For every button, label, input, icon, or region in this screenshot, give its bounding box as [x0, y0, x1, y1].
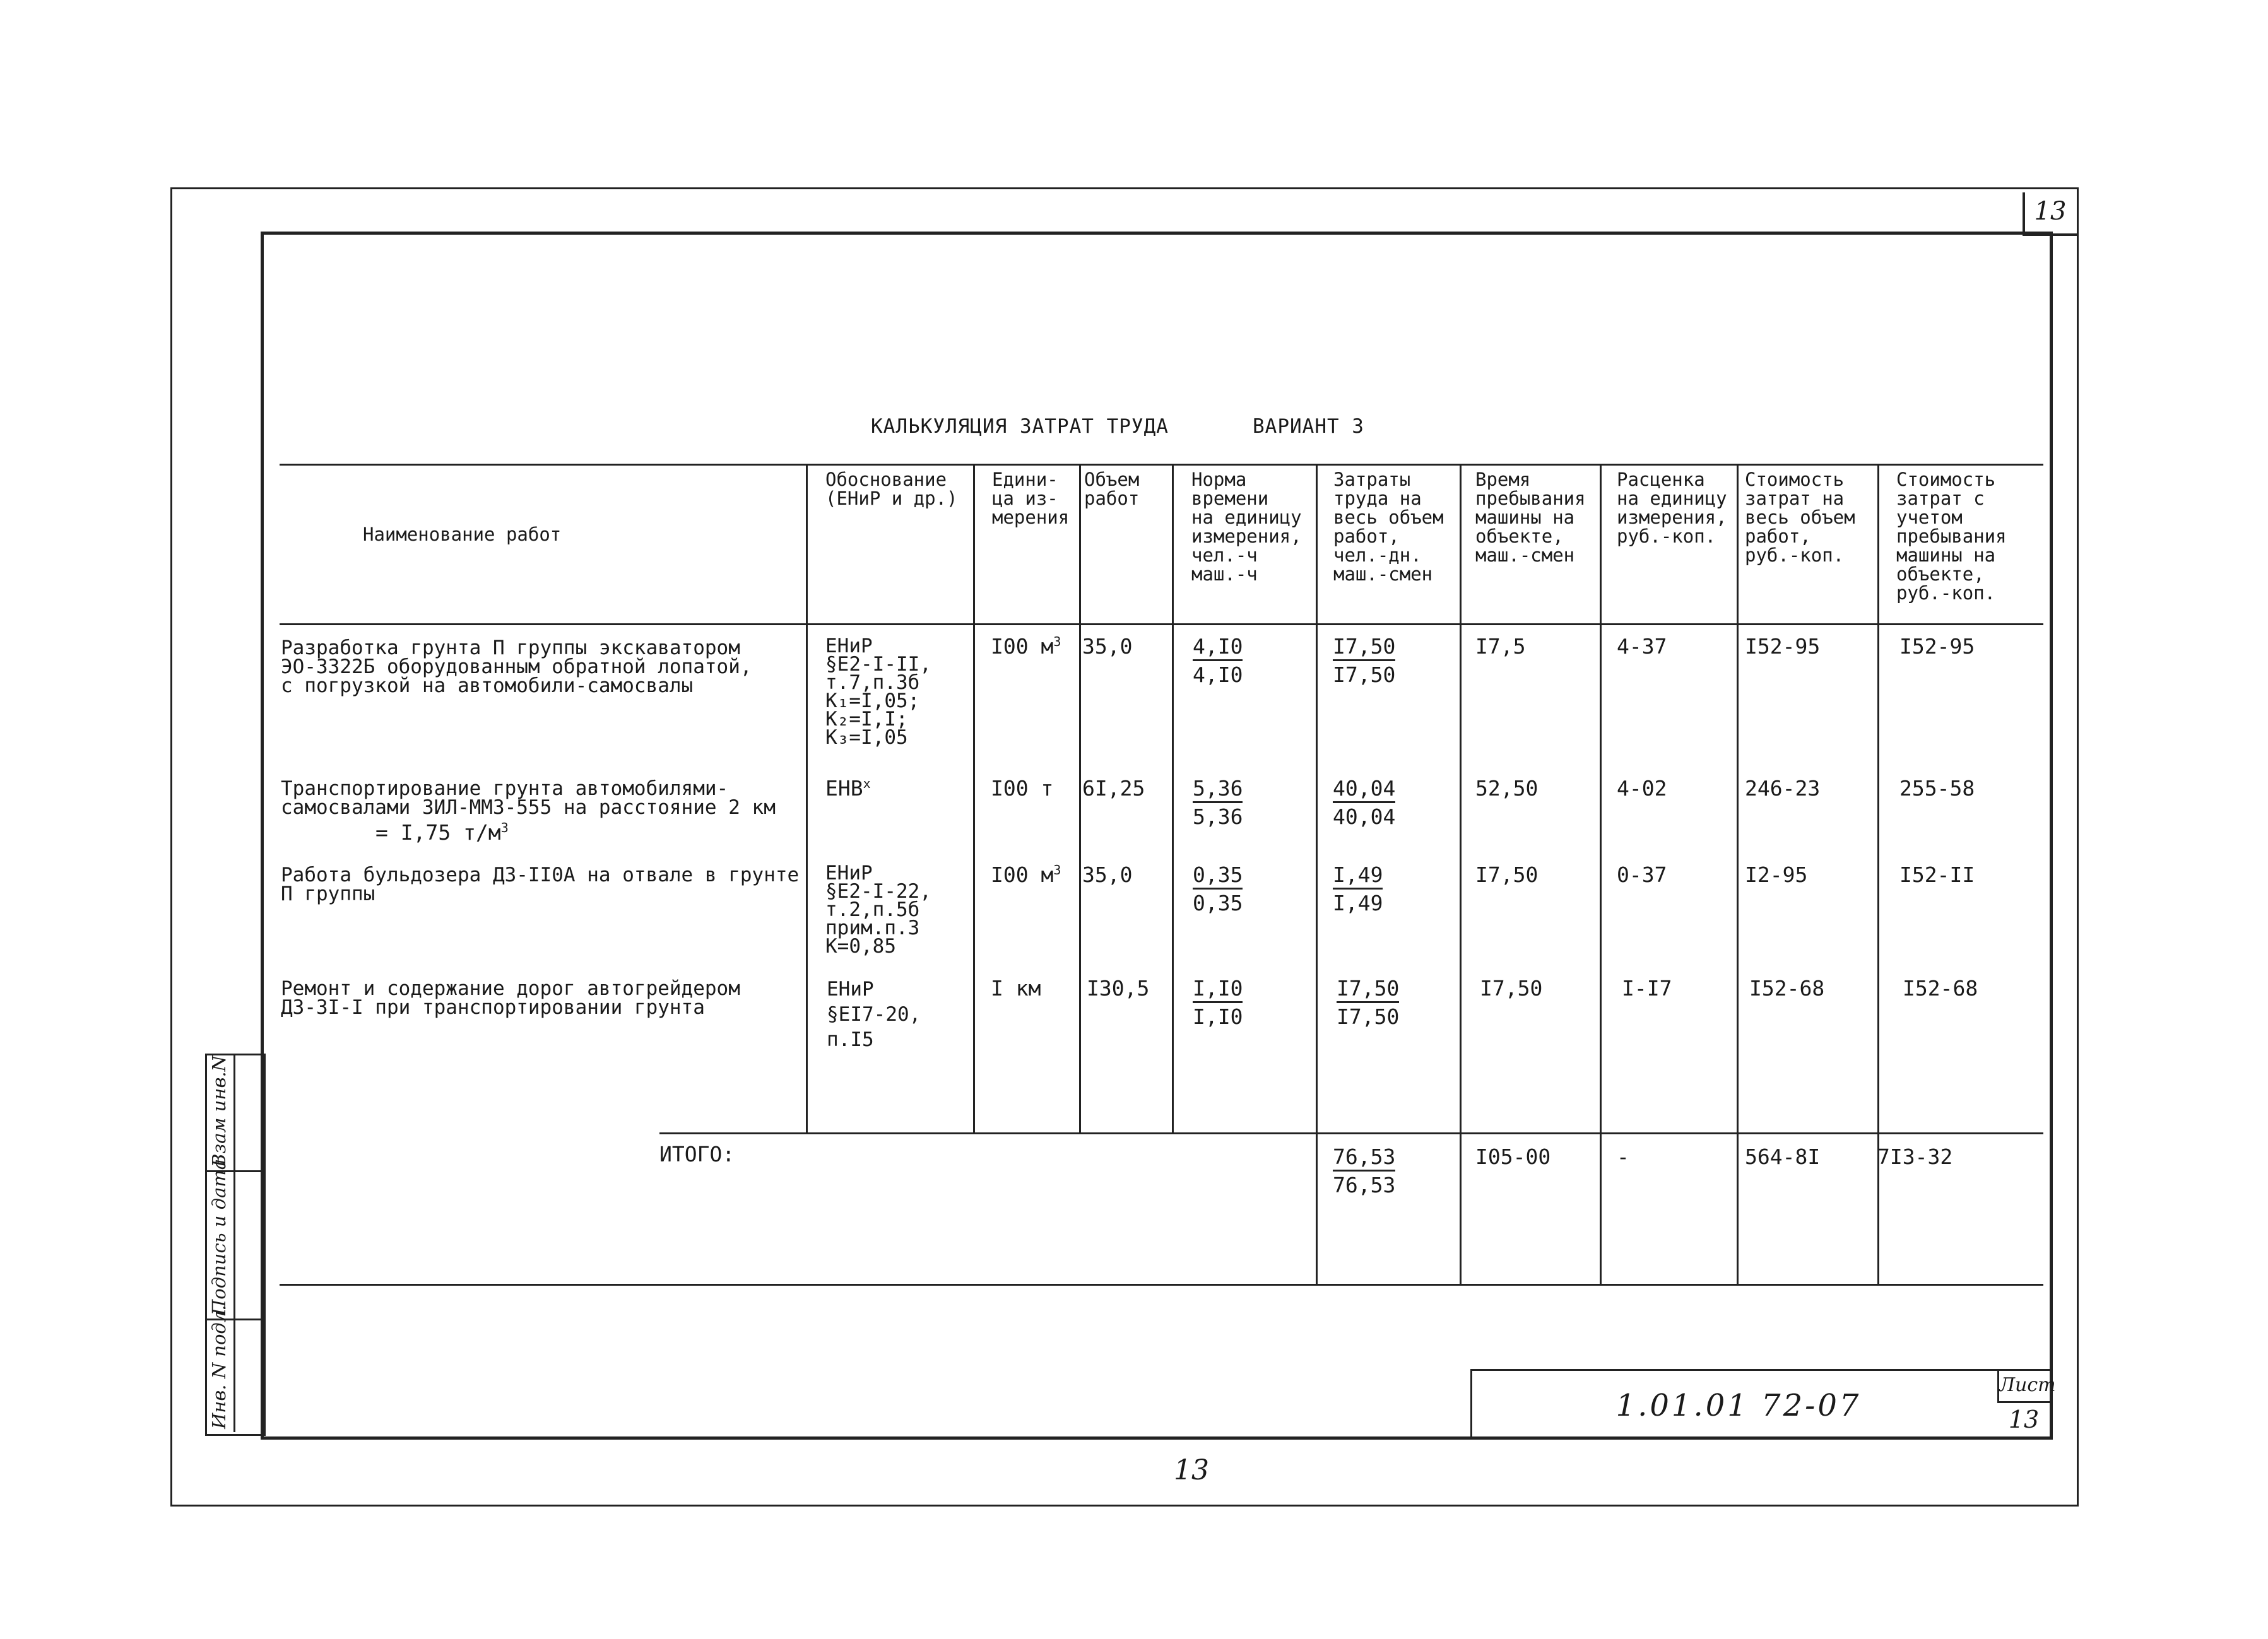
row-stay: I7,5 — [1475, 634, 1526, 659]
sheet-number: 13 — [2008, 1406, 2040, 1433]
row-stay: I7,50 — [1475, 862, 1539, 887]
row-name: Ремонт и содержание дорог автогрейдером ДЗ-3I-I при транспортировании грунта — [281, 977, 740, 1019]
row-labor: $\frac{I7,50}{I7,50}$ — [1333, 634, 1396, 687]
row-volume: 35,0 — [1082, 862, 1133, 887]
header-labor: Затраты труда на весь объем работ, чел.-дн. маш.-смен — [1333, 469, 1444, 585]
total-cost-total: 7I3-32 — [1877, 1144, 1953, 1169]
row-basis: ЕНиР §ЕI7-20, п.I5 — [827, 978, 921, 1051]
row-cost-total: 255-58 — [1899, 776, 1975, 801]
row-norm: $\frac{5,36}{5,36}$ — [1193, 776, 1243, 829]
total-cost: 564-8I — [1745, 1144, 1821, 1169]
variant-label: ВАРИАНТ 3 — [1253, 415, 1364, 438]
row-stay: 52,50 — [1475, 776, 1539, 801]
row-basis: ЕНиР §Е2-I-II, т.7,п.3б К₁=I,05; К₂=I,I; К₃=I,05 — [825, 635, 931, 749]
row-basis: ЕНиР §Е2-I-22, т.2,п.5б прим.п.3 К=0,85 — [825, 862, 931, 958]
row-labor: $\frac{I,49}{I,49}$ — [1333, 862, 1383, 915]
row-unit: I00 т — [991, 776, 1054, 801]
row-unit: I00 $м^3$ — [991, 862, 1061, 887]
row-rate: I-I7 — [1622, 976, 1672, 1001]
total-label: ИТОГО: — [659, 1142, 735, 1166]
header-stay: Время пребывания машины на объекте, маш.-смен — [1475, 469, 1586, 566]
side-label-replace: Взам инв.N — [208, 1055, 230, 1167]
row-name: Разработка грунта П группы экскаватором ЭО-3322Б оборудованным обратной лопатой, с погрузкой на автомобили-самосвалы — [281, 637, 752, 697]
total-stay: I05-00 — [1475, 1144, 1551, 1169]
row-rate: 4-37 — [1617, 634, 1667, 659]
row-norm: $\frac{4,I0}{4,I0}$ — [1193, 634, 1243, 687]
header-cost-total: Стоимость затрат с учетом пребывания машины на объекте, руб.-коп. — [1896, 469, 2007, 604]
row-cost: 246-23 — [1745, 776, 1821, 801]
side-label-inv: Инв. N подл. — [208, 1305, 230, 1429]
header-basis: Обоснование (ЕНиР и др.) — [825, 469, 958, 509]
row-cost-total: I52-68 — [1903, 976, 1978, 1001]
row-cost-total: I52-95 — [1899, 634, 1975, 659]
document-code: 1.01.01 72-07 — [1615, 1388, 1862, 1423]
row-volume: 6I,25 — [1082, 776, 1145, 801]
header-unit: Едини- ца из- мерения — [992, 469, 1070, 528]
row-rate: 4-02 — [1617, 776, 1667, 801]
header-norm: Норма времени на единицу измерения, чел.-ч маш.-ч — [1191, 469, 1302, 585]
row-norm: $\frac{I,I0}{I,I0}$ — [1193, 976, 1243, 1029]
row-rate: 0-37 — [1617, 862, 1667, 887]
row-unit: I00 $м^3$ — [991, 634, 1061, 659]
side-label-signature: Подпись и дата — [208, 1158, 230, 1315]
row-cost: I52-68 — [1749, 976, 1825, 1001]
row-labor: $\frac{40,04}{40,04}$ — [1333, 776, 1396, 829]
total-labor: $\frac{76,53}{76,53}$ — [1333, 1144, 1396, 1197]
page-top-number: 13 — [2034, 197, 2067, 226]
row-name: Работа бульдозера ДЗ-II0А на отвале в грунте П группы — [281, 864, 800, 905]
sheet-label: Лист — [1999, 1374, 2056, 1396]
bottom-page-number: 13 — [1174, 1454, 1209, 1486]
row-cost: I52-95 — [1745, 634, 1821, 659]
header-name: Наименование работ — [363, 524, 562, 545]
row-volume: I30,5 — [1087, 976, 1150, 1001]
header-rate: Расценка на единицу измерения, руб.-коп. — [1617, 469, 1727, 547]
row-labor: $\frac{I7,50}{I7,50}$ — [1337, 976, 1400, 1029]
row-volume: 35,0 — [1082, 634, 1133, 659]
row-cost: I2-95 — [1745, 862, 1808, 887]
row-name: Транспортирование грунта автомобилями- самосвалами ЗИЛ-ММЗ-555 на расстояние 2 км — [281, 777, 776, 819]
row-unit: I км — [991, 976, 1041, 1001]
header-volume: Объем работ — [1084, 469, 1140, 509]
header-cost: Стоимость затрат на весь объем работ, руб.-коп. — [1745, 469, 1855, 566]
total-rate: - — [1617, 1144, 1629, 1169]
page-title: КАЛЬКУЛЯЦИЯ ЗАТРАТ ТРУДА — [871, 415, 1169, 438]
row-name-extra: = I,75 $т/м^3$ — [375, 820, 509, 845]
inner-frame — [261, 232, 2056, 1440]
row-norm: $\frac{0,35}{0,35}$ — [1193, 862, 1243, 915]
row-basis: ЕНВ$^x$ — [825, 776, 871, 801]
row-cost-total: I52-II — [1899, 862, 1975, 887]
row-stay: I7,50 — [1480, 976, 1543, 1001]
